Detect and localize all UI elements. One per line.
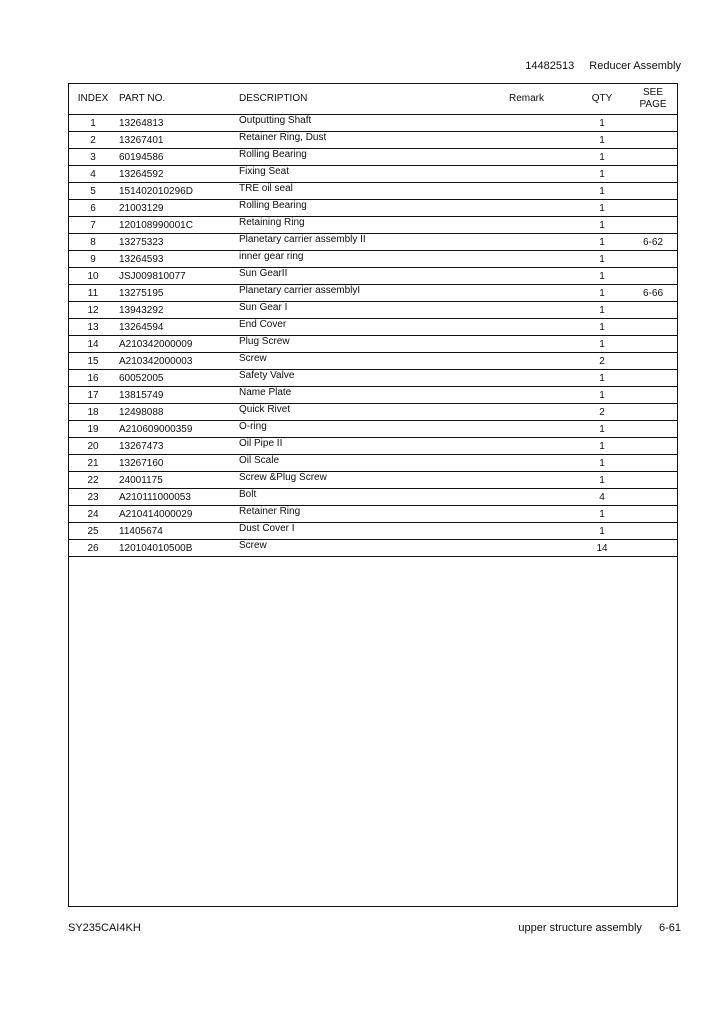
cell-index: 8 bbox=[69, 234, 117, 251]
table-header-row bbox=[69, 84, 677, 115]
cell-see-page bbox=[629, 200, 677, 217]
cell-remark bbox=[509, 421, 575, 438]
cell-description bbox=[239, 183, 509, 200]
parts-table-body bbox=[69, 115, 677, 557]
cell-index: 9 bbox=[69, 251, 117, 268]
cell-see-page bbox=[629, 421, 677, 438]
cell-description bbox=[239, 404, 509, 421]
table-row bbox=[69, 268, 677, 285]
table-row bbox=[69, 438, 677, 455]
cell-see-page bbox=[629, 506, 677, 523]
description-text: Sun GearII bbox=[239, 267, 288, 279]
cell-remark bbox=[509, 166, 575, 183]
cell-see-page bbox=[629, 183, 677, 200]
table-row bbox=[69, 302, 677, 319]
cell-qty: 1 bbox=[575, 421, 629, 438]
cell-remark bbox=[509, 115, 575, 132]
cell-qty: 1 bbox=[575, 438, 629, 455]
cell-part-no: 120108990001C bbox=[117, 217, 239, 234]
cell-index: 14 bbox=[69, 336, 117, 353]
cell-index: 6 bbox=[69, 200, 117, 217]
cell-description bbox=[239, 387, 509, 404]
table-row bbox=[69, 472, 677, 489]
see-page-line1: SEE bbox=[642, 87, 663, 98]
cell-index: 23 bbox=[69, 489, 117, 506]
cell-qty: 1 bbox=[575, 370, 629, 387]
cell-remark bbox=[509, 472, 575, 489]
cell-part-no: 13275195 bbox=[117, 285, 239, 302]
table-row bbox=[69, 540, 677, 557]
description-text: TRE oil seal bbox=[239, 182, 293, 194]
cell-description bbox=[239, 268, 509, 285]
page-header bbox=[525, 60, 681, 72]
cell-description bbox=[239, 421, 509, 438]
cell-index: 18 bbox=[69, 404, 117, 421]
cell-description bbox=[239, 251, 509, 268]
table-row bbox=[69, 455, 677, 472]
cell-part-no: 11405674 bbox=[117, 523, 239, 540]
cell-part-no: 13264813 bbox=[117, 115, 239, 132]
cell-part-no: 21003129 bbox=[117, 200, 239, 217]
cell-see-page bbox=[629, 353, 677, 370]
cell-part-no: 13943292 bbox=[117, 302, 239, 319]
cell-description bbox=[239, 115, 509, 132]
cell-qty: 1 bbox=[575, 183, 629, 200]
description-text: Screw bbox=[239, 352, 267, 364]
cell-index: 4 bbox=[69, 166, 117, 183]
cell-see-page bbox=[629, 438, 677, 455]
cell-remark bbox=[509, 404, 575, 421]
cell-remark bbox=[509, 149, 575, 166]
cell-remark bbox=[509, 319, 575, 336]
cell-index: 3 bbox=[69, 149, 117, 166]
cell-index: 10 bbox=[69, 268, 117, 285]
cell-remark bbox=[509, 302, 575, 319]
cell-part-no: A210609000359 bbox=[117, 421, 239, 438]
cell-qty: 1 bbox=[575, 455, 629, 472]
cell-qty: 2 bbox=[575, 353, 629, 370]
cell-qty: 1 bbox=[575, 523, 629, 540]
cell-index: 15 bbox=[69, 353, 117, 370]
cell-index: 19 bbox=[69, 421, 117, 438]
table-row bbox=[69, 251, 677, 268]
description-text: Planetary carrier assembly II bbox=[239, 233, 366, 245]
table-row bbox=[69, 404, 677, 421]
cell-qty: 1 bbox=[575, 506, 629, 523]
cell-description bbox=[239, 370, 509, 387]
cell-index: 22 bbox=[69, 472, 117, 489]
see-page-line2: PAGE bbox=[639, 99, 667, 110]
cell-index: 24 bbox=[69, 506, 117, 523]
table-row bbox=[69, 132, 677, 149]
cell-see-page bbox=[629, 302, 677, 319]
cell-qty: 1 bbox=[575, 387, 629, 404]
cell-remark bbox=[509, 353, 575, 370]
description-text: Outputting Shaft bbox=[239, 114, 312, 126]
column-header-qty: QTY bbox=[575, 84, 629, 115]
cell-part-no: 60194586 bbox=[117, 149, 239, 166]
table-row bbox=[69, 489, 677, 506]
cell-remark bbox=[509, 387, 575, 404]
cell-index: 17 bbox=[69, 387, 117, 404]
cell-see-page bbox=[629, 251, 677, 268]
cell-index: 13 bbox=[69, 319, 117, 336]
cell-part-no: 13264594 bbox=[117, 319, 239, 336]
cell-see-page bbox=[629, 455, 677, 472]
cell-remark bbox=[509, 523, 575, 540]
table-row bbox=[69, 183, 677, 200]
cell-index: 12 bbox=[69, 302, 117, 319]
cell-index: 2 bbox=[69, 132, 117, 149]
cell-remark bbox=[509, 506, 575, 523]
cell-see-page bbox=[629, 387, 677, 404]
cell-qty: 1 bbox=[575, 200, 629, 217]
cell-see-page bbox=[629, 523, 677, 540]
cell-part-no: 13264593 bbox=[117, 251, 239, 268]
description-text: Safety Valve bbox=[239, 369, 295, 381]
cell-qty: 1 bbox=[575, 251, 629, 268]
parts-list-frame bbox=[68, 83, 678, 907]
cell-qty: 14 bbox=[575, 540, 629, 557]
cell-remark bbox=[509, 251, 575, 268]
cell-description bbox=[239, 149, 509, 166]
description-text: Retainer Ring bbox=[239, 505, 301, 517]
cell-qty: 4 bbox=[575, 489, 629, 506]
cell-remark bbox=[509, 200, 575, 217]
table-row bbox=[69, 353, 677, 370]
cell-see-page bbox=[629, 217, 677, 234]
cell-part-no: 13267401 bbox=[117, 132, 239, 149]
document-title: Reducer Assembly bbox=[589, 60, 681, 72]
cell-remark bbox=[509, 336, 575, 353]
parts-table bbox=[69, 84, 677, 557]
cell-remark bbox=[509, 455, 575, 472]
cell-remark bbox=[509, 489, 575, 506]
cell-see-page bbox=[629, 472, 677, 489]
page-number: 6-61 bbox=[658, 922, 681, 934]
description-text: Sun Gear I bbox=[239, 301, 288, 313]
cell-description bbox=[239, 489, 509, 506]
cell-part-no: 13267160 bbox=[117, 455, 239, 472]
cell-index: 1 bbox=[69, 115, 117, 132]
table-row bbox=[69, 336, 677, 353]
cell-qty: 1 bbox=[575, 149, 629, 166]
cell-see-page bbox=[629, 149, 677, 166]
cell-description bbox=[239, 302, 509, 319]
footer-model: SY235CAI4KH bbox=[68, 922, 141, 934]
table-row bbox=[69, 523, 677, 540]
cell-description bbox=[239, 438, 509, 455]
cell-description bbox=[239, 472, 509, 489]
cell-description bbox=[239, 319, 509, 336]
column-header-index: INDEX bbox=[69, 84, 117, 115]
table-row bbox=[69, 370, 677, 387]
table-row bbox=[69, 285, 677, 302]
cell-see-page bbox=[629, 319, 677, 336]
cell-part-no: 12498088 bbox=[117, 404, 239, 421]
cell-description bbox=[239, 506, 509, 523]
description-text: inner gear ring bbox=[239, 250, 304, 262]
cell-description bbox=[239, 353, 509, 370]
cell-remark bbox=[509, 217, 575, 234]
cell-see-page bbox=[629, 115, 677, 132]
column-header-remark: Remark bbox=[509, 84, 575, 115]
description-text: Fixing Seat bbox=[239, 165, 290, 177]
cell-part-no: 24001175 bbox=[117, 472, 239, 489]
table-row bbox=[69, 149, 677, 166]
cell-part-no: 13264592 bbox=[117, 166, 239, 183]
cell-qty: 1 bbox=[575, 132, 629, 149]
cell-qty: 1 bbox=[575, 217, 629, 234]
document-number: 14482513 bbox=[525, 60, 575, 72]
cell-see-page bbox=[629, 540, 677, 557]
cell-description bbox=[239, 523, 509, 540]
cell-part-no: 60052005 bbox=[117, 370, 239, 387]
table-row bbox=[69, 319, 677, 336]
cell-see-page bbox=[629, 370, 677, 387]
table-row bbox=[69, 166, 677, 183]
cell-part-no: A210342000009 bbox=[117, 336, 239, 353]
cell-remark bbox=[509, 285, 575, 302]
column-header-see-page bbox=[629, 84, 677, 115]
cell-remark bbox=[509, 183, 575, 200]
cell-part-no: A210414000029 bbox=[117, 506, 239, 523]
cell-part-no: 151402010296D bbox=[117, 183, 239, 200]
table-row bbox=[69, 421, 677, 438]
cell-index: 20 bbox=[69, 438, 117, 455]
cell-part-no: 13275323 bbox=[117, 234, 239, 251]
cell-index: 11 bbox=[69, 285, 117, 302]
description-text: Retainer Ring, Dust bbox=[239, 131, 327, 143]
cell-see-page: 6-62 bbox=[629, 234, 677, 251]
cell-qty: 1 bbox=[575, 472, 629, 489]
description-text: Rolling Bearing bbox=[239, 199, 307, 211]
cell-part-no: A210342000003 bbox=[117, 353, 239, 370]
cell-qty: 1 bbox=[575, 319, 629, 336]
cell-part-no: 13267473 bbox=[117, 438, 239, 455]
cell-see-page bbox=[629, 404, 677, 421]
table-row bbox=[69, 387, 677, 404]
cell-remark bbox=[509, 132, 575, 149]
cell-description bbox=[239, 200, 509, 217]
cell-see-page bbox=[629, 336, 677, 353]
description-text: Dust Cover I bbox=[239, 522, 295, 534]
table-row bbox=[69, 506, 677, 523]
cell-description bbox=[239, 234, 509, 251]
cell-qty: 1 bbox=[575, 302, 629, 319]
footer-section: upper structure assembly bbox=[518, 922, 642, 934]
cell-remark bbox=[509, 234, 575, 251]
description-text: Screw bbox=[239, 539, 267, 551]
cell-description bbox=[239, 336, 509, 353]
cell-part-no: 120104010500B bbox=[117, 540, 239, 557]
cell-qty: 2 bbox=[575, 404, 629, 421]
description-text: End Cover bbox=[239, 318, 287, 330]
cell-part-no: JSJ009810077 bbox=[117, 268, 239, 285]
cell-index: 16 bbox=[69, 370, 117, 387]
description-text: Plug Screw bbox=[239, 335, 290, 347]
cell-see-page: 6-66 bbox=[629, 285, 677, 302]
cell-description bbox=[239, 455, 509, 472]
page-footer bbox=[518, 922, 681, 934]
description-text: Oil Scale bbox=[239, 454, 280, 466]
description-text: Quick Rivet bbox=[239, 403, 291, 415]
table-row bbox=[69, 200, 677, 217]
description-text: Bolt bbox=[239, 488, 257, 500]
cell-qty: 1 bbox=[575, 336, 629, 353]
cell-part-no: 13815749 bbox=[117, 387, 239, 404]
cell-remark bbox=[509, 370, 575, 387]
cell-qty: 1 bbox=[575, 268, 629, 285]
description-text: Rolling Bearing bbox=[239, 148, 307, 160]
description-text: Planetary carrier assemblyI bbox=[239, 284, 361, 296]
cell-index: 21 bbox=[69, 455, 117, 472]
cell-index: 25 bbox=[69, 523, 117, 540]
column-header-part-no: PART NO. bbox=[117, 84, 239, 115]
cell-description bbox=[239, 217, 509, 234]
cell-index: 26 bbox=[69, 540, 117, 557]
cell-see-page bbox=[629, 166, 677, 183]
cell-description bbox=[239, 166, 509, 183]
table-row bbox=[69, 115, 677, 132]
description-text: O-ring bbox=[239, 420, 267, 432]
column-header-description: DESCRIPTION bbox=[239, 84, 509, 115]
table-row bbox=[69, 234, 677, 251]
cell-description bbox=[239, 285, 509, 302]
cell-see-page bbox=[629, 132, 677, 149]
cell-description bbox=[239, 132, 509, 149]
cell-index: 5 bbox=[69, 183, 117, 200]
description-text: Name Plate bbox=[239, 386, 292, 398]
cell-qty: 1 bbox=[575, 166, 629, 183]
table-row bbox=[69, 217, 677, 234]
description-text: Oil Pipe II bbox=[239, 437, 283, 449]
cell-qty: 1 bbox=[575, 115, 629, 132]
cell-remark bbox=[509, 540, 575, 557]
cell-remark bbox=[509, 268, 575, 285]
cell-qty: 1 bbox=[575, 285, 629, 302]
cell-see-page bbox=[629, 489, 677, 506]
cell-part-no: A210111000053 bbox=[117, 489, 239, 506]
cell-qty: 1 bbox=[575, 234, 629, 251]
cell-description bbox=[239, 540, 509, 557]
cell-see-page bbox=[629, 268, 677, 285]
description-text: Screw &Plug Screw bbox=[239, 471, 327, 483]
description-text: Retaining Ring bbox=[239, 216, 305, 228]
cell-remark bbox=[509, 438, 575, 455]
cell-index: 7 bbox=[69, 217, 117, 234]
